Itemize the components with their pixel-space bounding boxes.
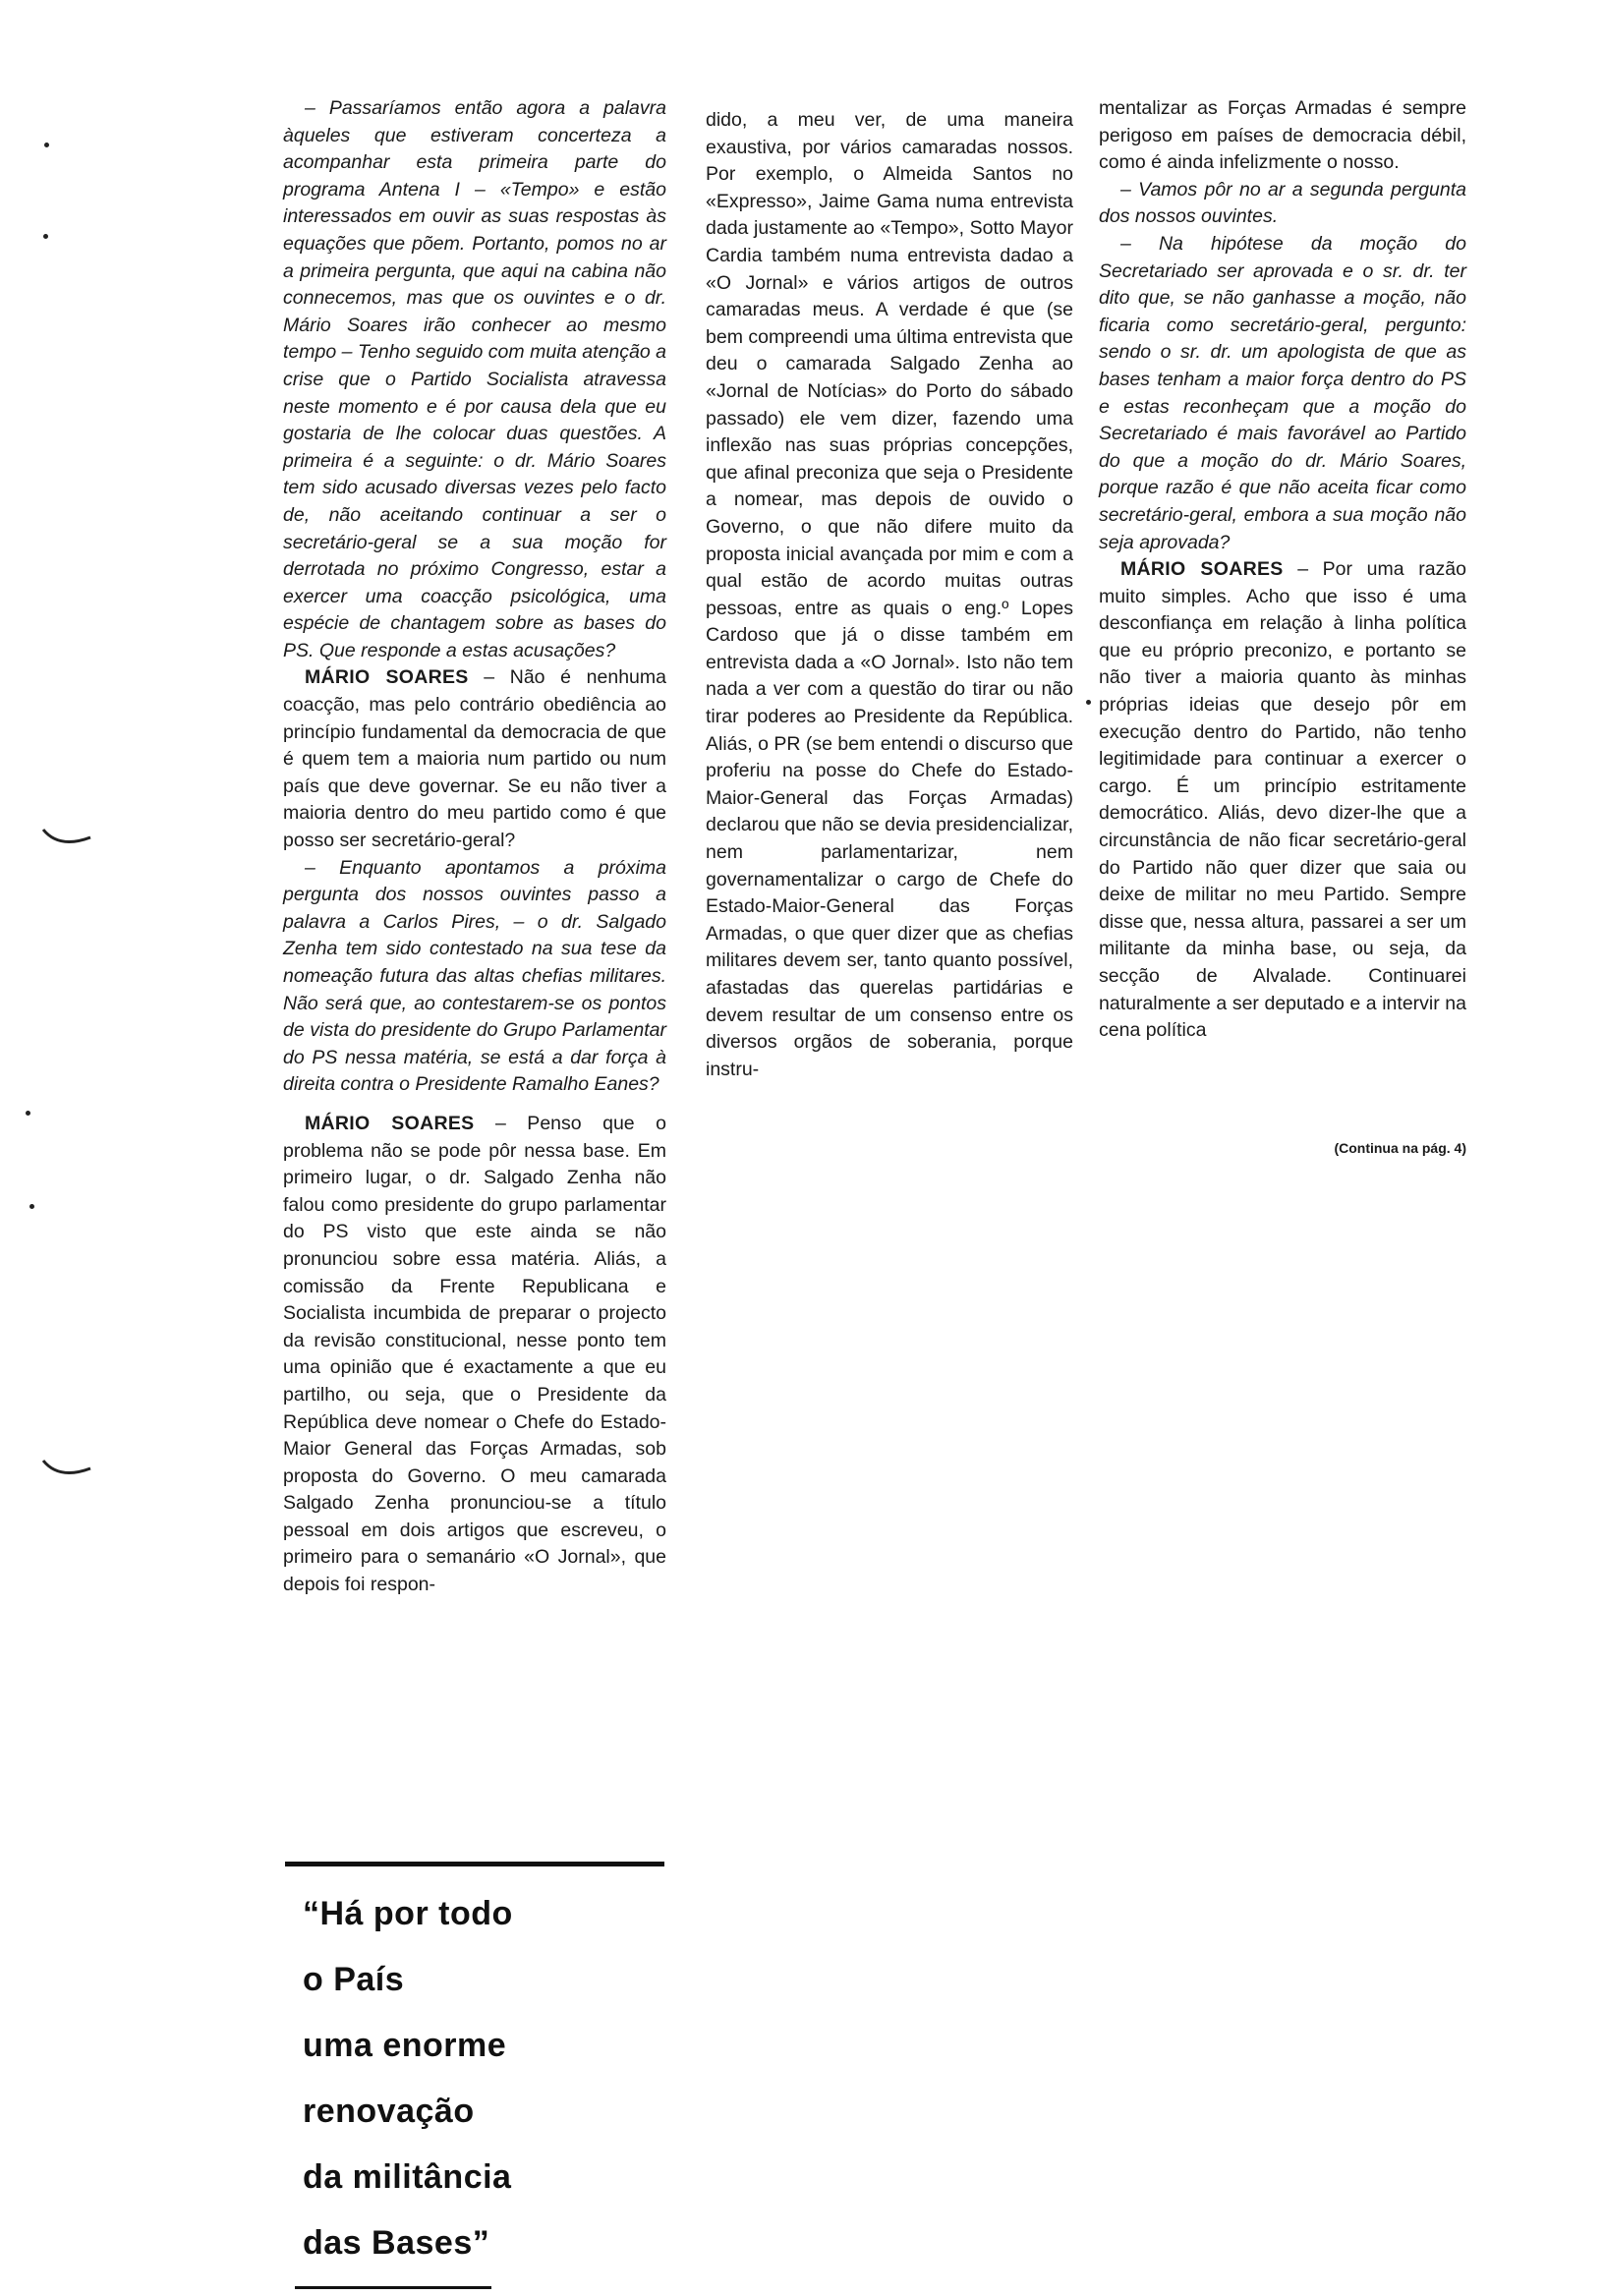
pull-quote-line: renovação (303, 2093, 475, 2130)
answer-continuation: dido, a meu ver, de uma maneira exaustiva, por vários camaradas nossos. Por exemplo, o Almeida Santos no «Expresso», Jaime Gama numa entrevista dada justamente ao «Tempo», Sotto Mayor Cardia também numa entrevista dadao a «O Jornal» e vários artigos de outros camaradas meus. A verdade é que (se bem compreendi uma última entrevista que deu o camarada Salgado Zenha ao «Jornal de Notícias» do Porto do sábado passado) ele vem dizer, fazendo uma inflexão nas suas próprias concepções, que afinal preconiza que seja o Presidente a nomear, mas depois de ouvido o Governo, o que não difere muito da proposta inicial avançada por mim e com a qual estão de acordo muitas outras pessoas, entre as quais o eng.º Lopes Cardoso que já o disse também em entrevista dada a «O Jornal». Isto não tem nada a ver com a questão do tirar ou não tirar poderes ao Presidente da República. Aliás, o PR (se bem entendi o discurso que proferiu na posse do Chefe do Estado-Maior-General das Forças Armadas) declarou que não se devia presidencializar, nem parlamentarizar, nem governamentalizar o cargo de Chefe do Estado-Maior-General das Forças Armadas, o que quer dizer que as chefias militares devem ser, tanto quanto possível, afastadas das querelas partidárias e devem resultar de um consenso entre os diversos orgãos de soberania, porque instru- (706, 109, 1073, 1080)
pull-quote-line: o País (303, 1961, 405, 1998)
scan-mark (39, 824, 94, 853)
answer-text: – Por uma razão muito simples. Acho que isso é uma desconfiança em relação à linha política que eu próprio preconizo, e portanto se não tiver a maioria quanto às minhas próprias ideias que desejo pôr em execução dentro do Partido, não tenho legitimidade para continuar a exercer o cargo. É um princípio estritamente democrático. Aliás, devo dizer-lhe que a circunstância de não ficar secretário-geral do Partido não quer dizer que saia ou deixe de militar no meu Partido. Sempre disse que, nessa altura, passarei a ser um militante da minha base, ou seja, da secção de Alvalade. Continuarei naturalmente a ser deputado e a intervir na cena política (1099, 558, 1466, 1042)
interviewer-question: – Enquanto apontamos a próxima pergunta dos nossos ouvintes passo a palavra a Carlos Pires, – o dr. Salgado Zenha tem sido contestado na sua tese da nomeação futura das altas chefias militares. Não será que, ao contestarem-se os pontos de vista do presidente do Grupo Parlamentar do PS nessa matéria, se está a dar força à direita contra o Presidente Ramalho Eanes? (283, 856, 666, 1096)
answer-text: – Não é nenhuma coacção, mas pelo contrário obediência ao princípio fundamental da democracia de que é quem tem a maioria num partido ou num país que deve governar. Se eu não tiver a maioria dentro do meu partido como é que posso ser secretário-geral? (283, 666, 666, 852)
answer-paragraph (283, 1111, 666, 1599)
pull-quote-line: da militância (303, 2158, 512, 2196)
pull-quote-bottom-rule (295, 2286, 491, 2289)
scan-mark (44, 143, 49, 147)
article-column-2 (706, 107, 1073, 1083)
scan-mark (43, 234, 48, 239)
scan-mark (1086, 700, 1091, 705)
scan-mark (29, 1204, 34, 1209)
pull-quote (303, 1881, 657, 2276)
interviewer-question: – Passaríamos então agora a palavra àqueles que estiveram concerteza a acompanhar esta primeira parte do programa Antena I – «Tempo» e estão interessados em ouvir as suas respostas às equações que põem. Portanto, pomos no ar a primeira pergunta, que aqui na cabina não connecemos, mas que os ouvintes e o dr. Mário Soares irão conhecer ao mesmo tempo – Tenho seguido com muita atenção a crise que o Partido Socialista atravessa neste momento e é por causa dela que eu gostaria de lhe colocar duas questões. A primeira é a seguinte: o dr. Mário Soares tem sido acusado diversas vezes pelo facto de, não aceitando continuar a ser o secretário-geral se a sua moção for derrotada no próximo Congresso, estar a exercer uma coacção psicológica, uma espécie de chantagem sobre as bases do PS. Que responde a estas acusações? (283, 97, 666, 661)
speaker-name: MÁRIO SOARES (305, 666, 469, 689)
article-column-1 (283, 95, 666, 1599)
pull-quote-line: das Bases” (303, 2224, 490, 2262)
speaker-name: MÁRIO SOARES (1120, 558, 1284, 581)
pull-quote-line: uma enorme (303, 2027, 507, 2064)
pull-quote-line: “Há por todo (303, 1895, 513, 1932)
answer-paragraph (1099, 556, 1466, 1045)
continued-on-page-note: (Continua na pág. 4) (1334, 1140, 1466, 1156)
scan-mark (39, 1455, 94, 1484)
interviewer-question: – Na hipótese da moção do Secretariado ser aprovada e o sr. dr. ter dito que, se não ganhasse a moção, não ficaria como secretário-geral, pergunto: sendo o sr. dr. um apologista de que as bases tenham a maior força dentro do PS e estas reconheçam que a moção do Secretariado é mais favorável ao Partido do que a moção do dr. Mário Soares, porque razão é que não aceita ficar como secretário-geral, embora a sua moção não seja aprovada? (1099, 232, 1466, 553)
answer-continuation: mentalizar as Forças Armadas é sempre perigoso em países de democracia débil, como é ainda infelizmente o nosso. (1099, 97, 1466, 174)
scan-mark (26, 1111, 30, 1116)
interviewer-question: – Vamos pôr no ar a segunda pergunta dos nossos ouvintes. (1099, 178, 1466, 228)
answer-text: – Penso que o problema não se pode pôr nessa base. Em primeiro lugar, o dr. Salgado Zenha não falou como presidente do grupo parlamentar do PS visto que este ainda se não pronunciou sobre essa matéria. Aliás, a comissão da Frente Republicana e Socialista incumbida de preparar o projecto da revisão constitucional, nesse ponto tem uma opinião que é exactamente a que eu partilho, ou seja, que o Presidente da República deve nomear o Chefe do Estado-Maior General das Forças Armadas, sob proposta do Governo. O meu camarada Salgado Zenha pronunciou-se a título pessoal em dois artigos que escreveu, o primeiro para o semanário «O Jornal», que depois foi respon- (283, 1112, 666, 1596)
speaker-name: MÁRIO SOARES (305, 1112, 475, 1134)
answer-paragraph (283, 664, 666, 854)
pull-quote-top-rule (285, 1862, 664, 1866)
article-column-3 (1099, 95, 1466, 1045)
